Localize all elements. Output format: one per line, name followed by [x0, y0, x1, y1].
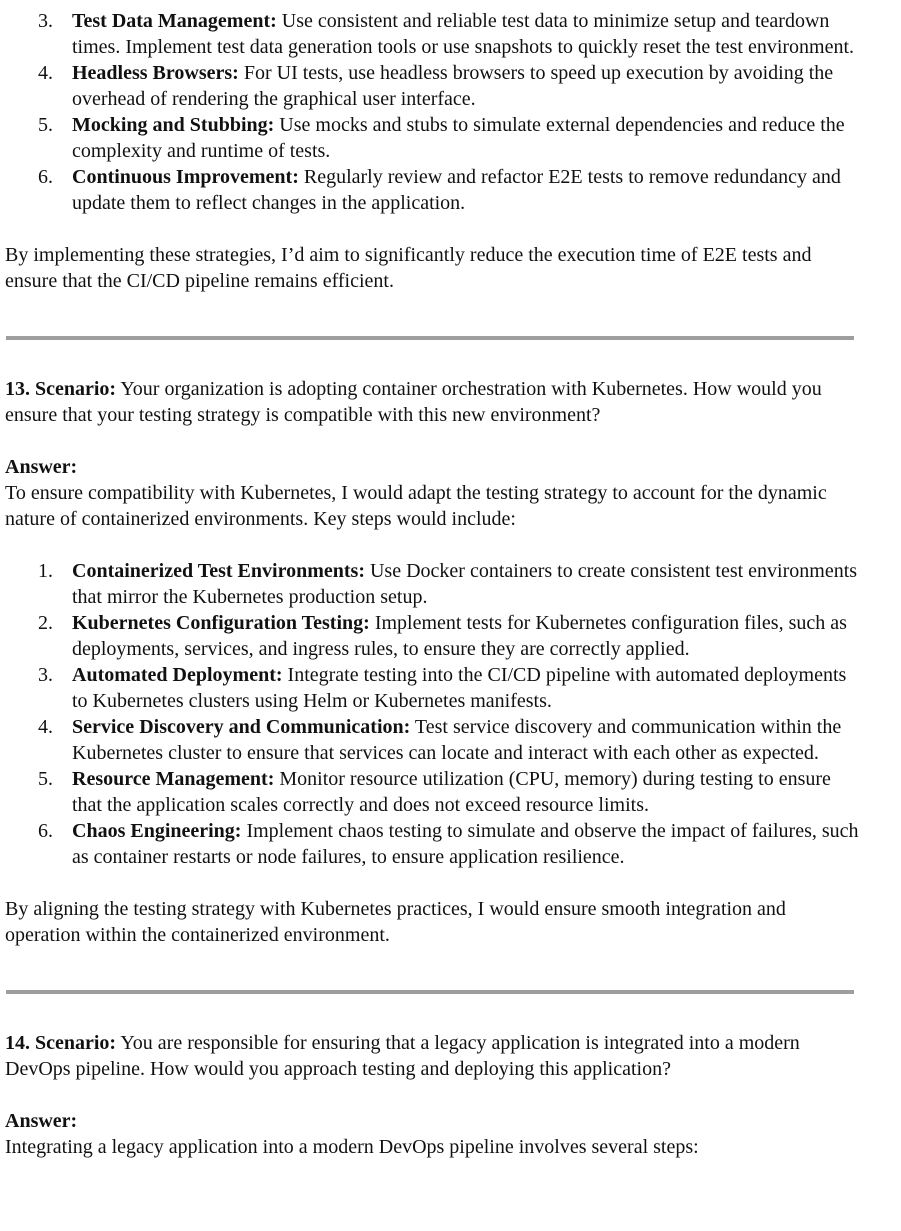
scenario-question-text: Your organization is adopting container orchestration with Kubernetes. How would you ensure that your testing strategy is compatible with this new environment?: [5, 378, 822, 426]
scenario-question: [5, 1030, 865, 1082]
list-item: [5, 8, 865, 60]
list-item: [5, 714, 865, 766]
conclusion-paragraph: By aligning the testing strategy with Kubernetes practices, I would ensure smooth integration and operation within the containerized environment.: [5, 898, 786, 946]
list-item-title: Resource Management:: [72, 768, 275, 790]
list-item-text: Implement chaos testing to simulate and observe the impact of failures, such as container restarts or node failures, to ensure application resilience.: [72, 820, 859, 868]
strategies-list: [5, 8, 865, 216]
list-item-text: Monitor resource utilization (CPU, memory) during testing to ensure that the application scales correctly and does not exceed resource limits.: [72, 768, 831, 816]
list-number: 3.: [38, 10, 53, 32]
list-item-text: Use mocks and stubs to simulate external dependencies and reduce the complexity and runtime of tests.: [72, 114, 845, 162]
list-item-title: Test Data Management:: [72, 10, 277, 32]
list-item-title: Continuous Improvement:: [72, 166, 299, 188]
list-item-title: Automated Deployment:: [72, 664, 283, 686]
scenario-14: [5, 1030, 865, 1160]
list-item: [5, 818, 865, 870]
list-item-text: Test service discovery and communication within the Kubernetes cluster to ensure that services can locate and interact with each other as expected.: [72, 716, 842, 764]
list-number: 4.: [38, 62, 53, 84]
list-item-text: Implement tests for Kubernetes configuration files, such as deployments, services, and ingress rules, to ensure they are correctly applied.: [72, 612, 847, 660]
list-item-text: For UI tests, use headless browsers to speed up execution by avoiding the overhead of rendering the graphical user interface.: [72, 62, 834, 110]
list-item: [5, 662, 865, 714]
list-item: [5, 610, 865, 662]
answer-intro: To ensure compatibility with Kubernetes, I would adapt the testing strategy to account for the dynamic nature of containerized environments. Key steps would include:: [5, 482, 827, 530]
document-page: [5, 8, 865, 1160]
answer-label: Answer:: [5, 456, 78, 478]
list-item-title: Chaos Engineering:: [72, 820, 242, 842]
list-item: [5, 112, 865, 164]
list-number: 6.: [38, 166, 53, 188]
scenario-question: [5, 376, 865, 428]
list-number: 2.: [38, 612, 53, 634]
list-item-text: Regularly review and refactor E2E tests to remove redundancy and update them to reflect changes in the application.: [72, 166, 841, 214]
scenario-13: [5, 376, 865, 948]
list-item-title: Containerized Test Environments:: [72, 560, 365, 582]
list-number: 5.: [38, 114, 53, 136]
list-item-text: Integrate testing into the CI/CD pipeline with automated deployments to Kubernetes clusters using Helm or Kubernetes manifests.: [72, 664, 847, 712]
list-item: [5, 558, 865, 610]
conclusion-paragraph: By implementing these strategies, I’d aim to significantly reduce the execution time of E2E tests and ensure that the CI/CD pipeline remains efficient.: [5, 244, 812, 292]
list-item: [5, 60, 865, 112]
list-item-title: Service Discovery and Communication:: [72, 716, 411, 738]
list-number: 1.: [38, 560, 53, 582]
answer-label: Answer:: [5, 1110, 78, 1132]
list-item-text: Use Docker containers to create consistent test environments that mirror the Kubernetes production setup.: [72, 560, 858, 608]
scenario-label: 14. Scenario:: [5, 1032, 117, 1054]
list-item-title: Mocking and Stubbing:: [72, 114, 275, 136]
answer-intro: Integrating a legacy application into a modern DevOps pipeline involves several steps:: [5, 1136, 699, 1158]
list-number: 6.: [38, 820, 53, 842]
list-number: 3.: [38, 664, 53, 686]
scenario-label: 13. Scenario:: [5, 378, 117, 400]
list-item: [5, 164, 865, 216]
list-number: 4.: [38, 716, 53, 738]
list-item: [5, 766, 865, 818]
list-number: 5.: [38, 768, 53, 790]
list-item-title: Headless Browsers:: [72, 62, 239, 84]
scenario-question-text: You are responsible for ensuring that a legacy application is integrated into a modern DevOps pipeline. How would you approach testing and deploying this application?: [5, 1032, 800, 1080]
list-item-text: Use consistent and reliable test data to minimize setup and teardown times. Implement test data generation tools or use snapshots to quickly reset the test environment.: [72, 10, 855, 58]
kubernetes-steps-list: [5, 558, 865, 870]
list-item-title: Kubernetes Configuration Testing:: [72, 612, 370, 634]
